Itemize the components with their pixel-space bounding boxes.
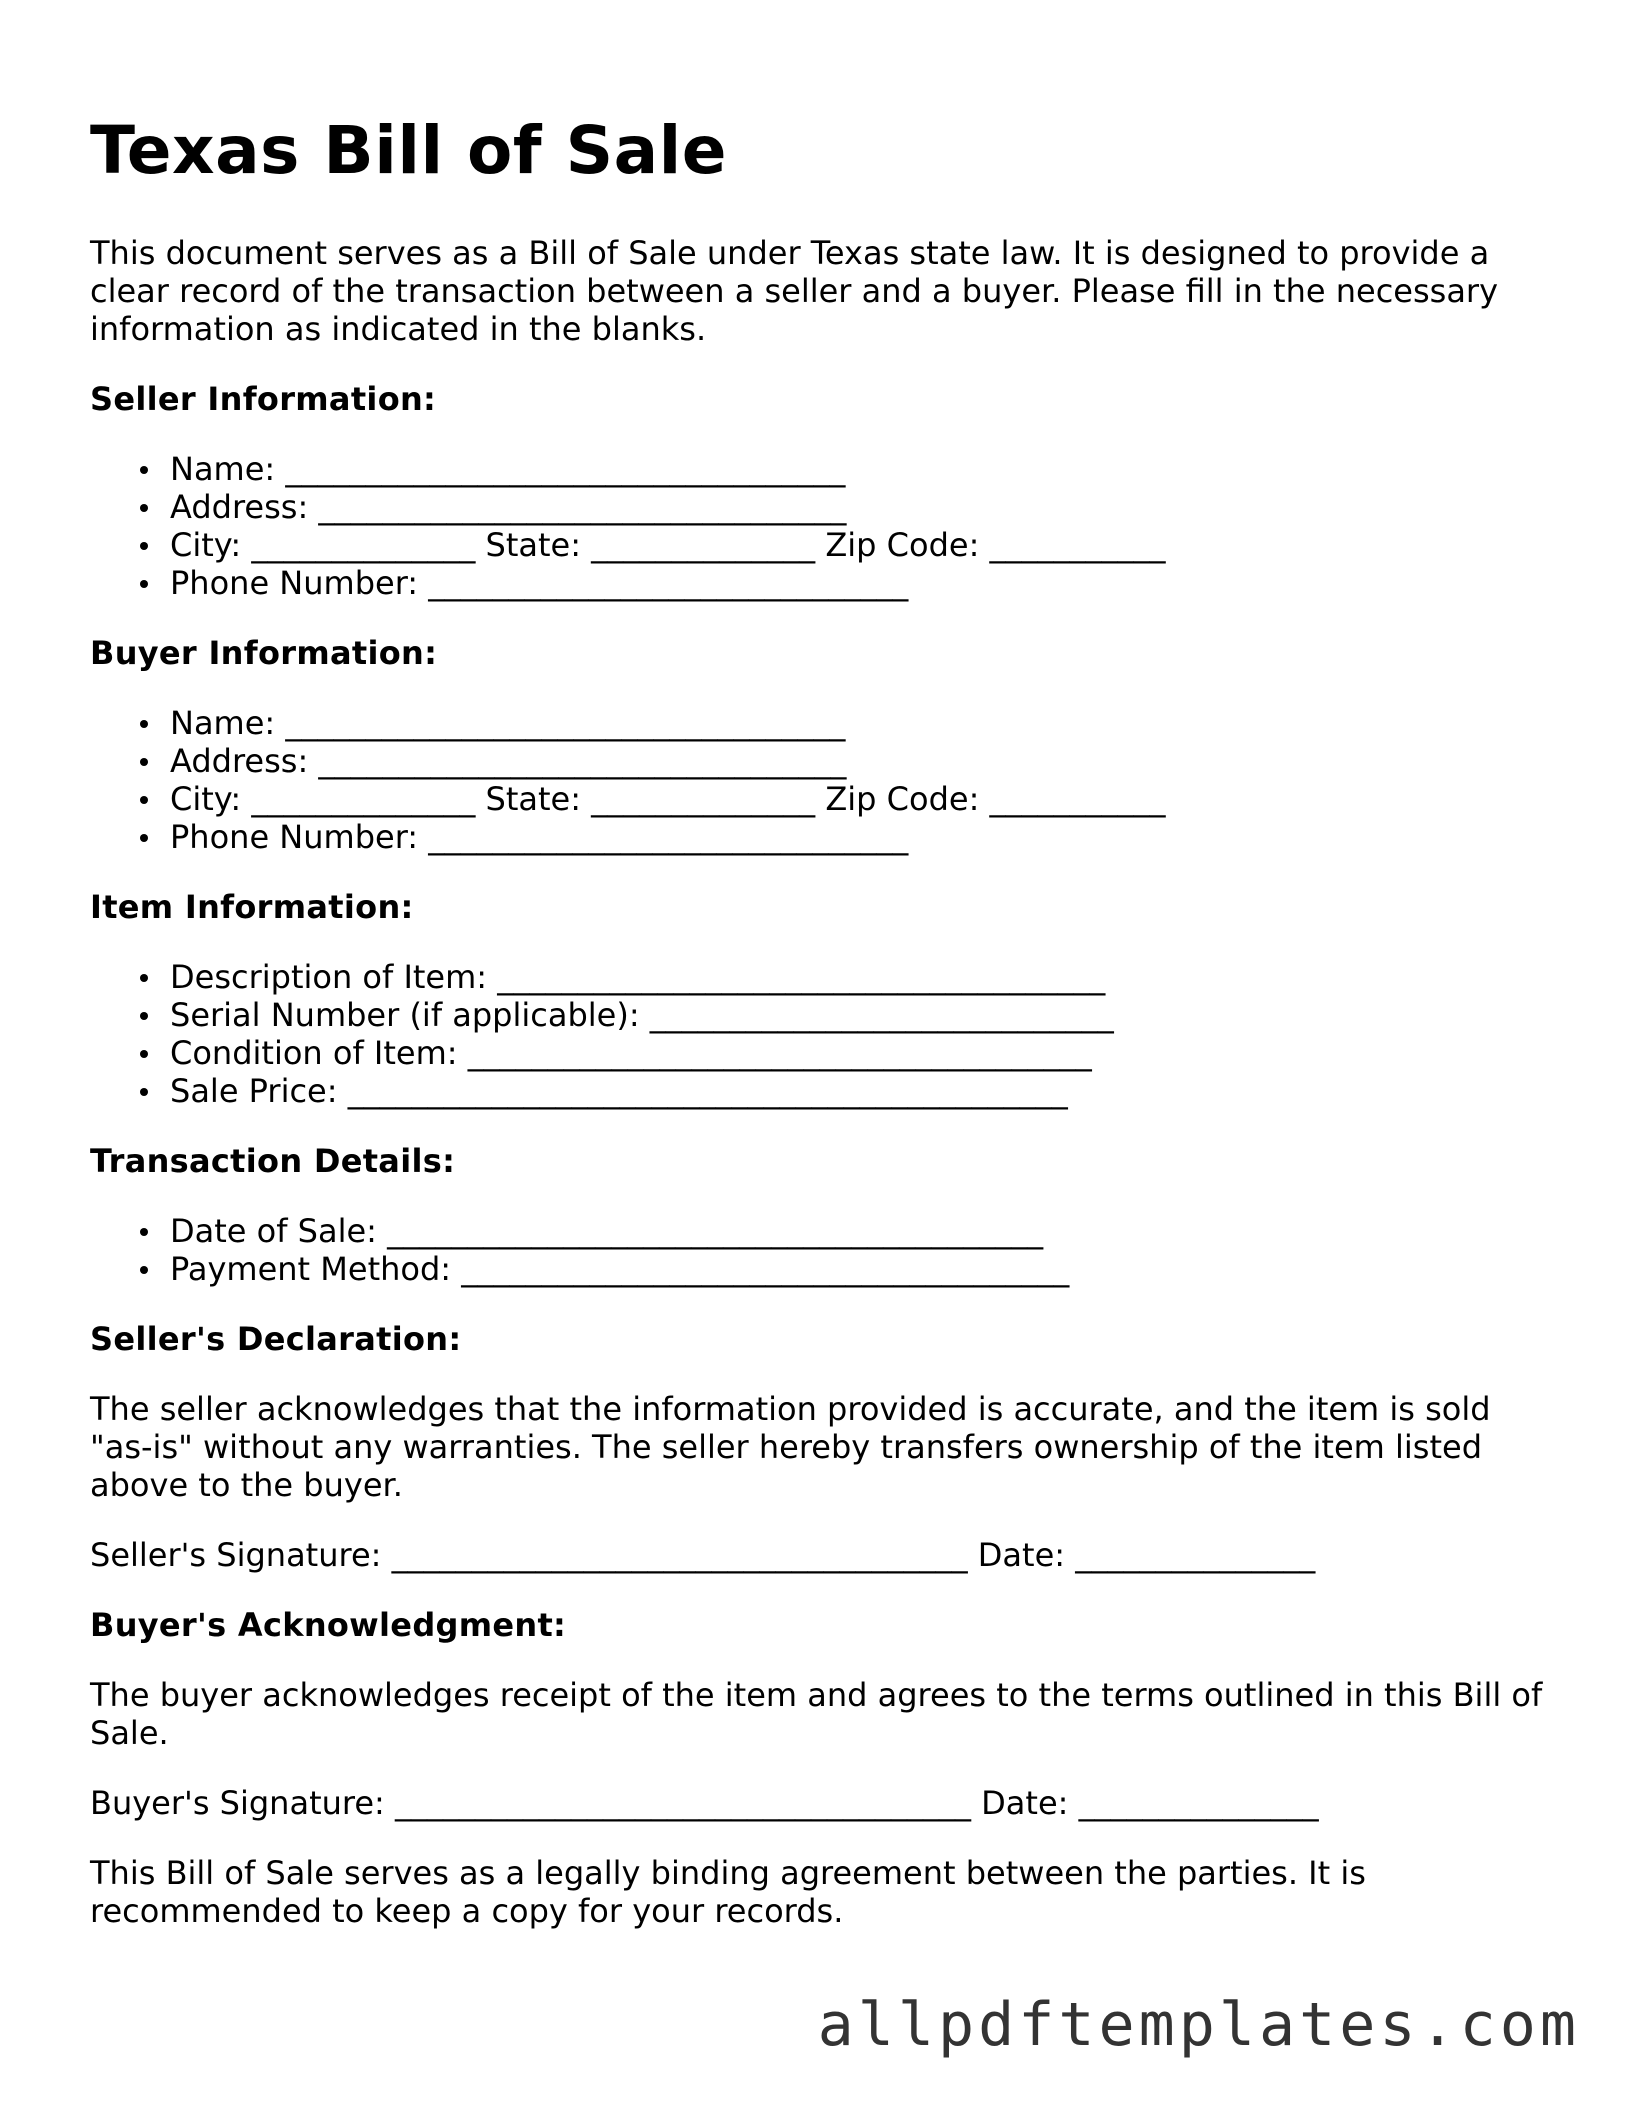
buyer-city-state-zip-field[interactable]: City: ______________ State: ______________ Zip Code: ___________ xyxy=(170,780,1550,818)
closing-paragraph: This Bill of Sale serves as a legally binding agreement between the parties. It is recommended to keep a copy for your records. xyxy=(90,1854,1366,1930)
buyer-info-heading: Buyer Information: xyxy=(90,634,438,672)
watermark-logo: allpdftemplates.com xyxy=(817,1990,1580,2060)
seller-city-state-zip-field[interactable]: City: ______________ State: ______________ Zip Code: ___________ xyxy=(170,526,1550,564)
item-info-heading: Item Information: xyxy=(90,888,414,926)
buyer-ack-text: The buyer acknowledges receipt of the item and agrees to the terms outlined in this Bill of Sale. xyxy=(90,1676,1543,1752)
seller-address-field[interactable]: Address: _________________________________ xyxy=(170,488,1550,526)
item-serial-field[interactable]: Serial Number (if applicable): _____________________________ xyxy=(170,996,1550,1034)
item-description-field[interactable]: Description of Item: ______________________________________ xyxy=(170,958,1550,996)
buyer-phone-field[interactable]: Phone Number: ______________________________ xyxy=(170,818,1550,856)
seller-declaration-heading: Seller's Declaration: xyxy=(90,1320,462,1358)
document-page xyxy=(90,108,1550,1930)
seller-name-field[interactable]: Name: ___________________________________ xyxy=(170,450,1550,488)
transaction-list xyxy=(90,1212,1550,1288)
payment-method-field[interactable]: Payment Method: ______________________________________ xyxy=(170,1250,1550,1288)
buyer-address-field[interactable]: Address: _________________________________ xyxy=(170,742,1550,780)
item-info-list xyxy=(90,958,1550,1110)
seller-phone-field[interactable]: Phone Number: ______________________________ xyxy=(170,564,1550,602)
intro-paragraph: This document serves as a Bill of Sale under Texas state law. It is designed to provide a clear record of the transaction between a seller and a buyer. Please fill in the necessary information as indicated in the blanks. xyxy=(90,234,1499,348)
document-title: Texas Bill of Sale xyxy=(90,112,728,189)
seller-info-heading: Seller Information: xyxy=(90,380,437,418)
transaction-heading: Transaction Details: xyxy=(90,1142,456,1180)
buyer-name-field[interactable]: Name: ___________________________________ xyxy=(170,704,1550,742)
seller-info-list xyxy=(90,450,1550,602)
buyer-signature-field[interactable]: Buyer's Signature: ____________________________________ Date: _______________ xyxy=(90,1784,1319,1822)
date-of-sale-field[interactable]: Date of Sale: _________________________________________ xyxy=(170,1212,1550,1250)
buyer-info-list xyxy=(90,704,1550,856)
buyer-ack-heading: Buyer's Acknowledgment: xyxy=(90,1606,567,1644)
item-condition-field[interactable]: Condition of Item: _______________________________________ xyxy=(170,1034,1550,1072)
item-sale-price-field[interactable]: Sale Price: _____________________________________________ xyxy=(170,1072,1550,1110)
seller-signature-field[interactable]: Seller's Signature: ____________________________________ Date: _______________ xyxy=(90,1536,1316,1574)
seller-declaration-text: The seller acknowledges that the information provided is accurate, and the item is sold "as-is" without any warranties. The seller hereby transfers ownership of the item listed above to the buyer. xyxy=(90,1390,1491,1504)
